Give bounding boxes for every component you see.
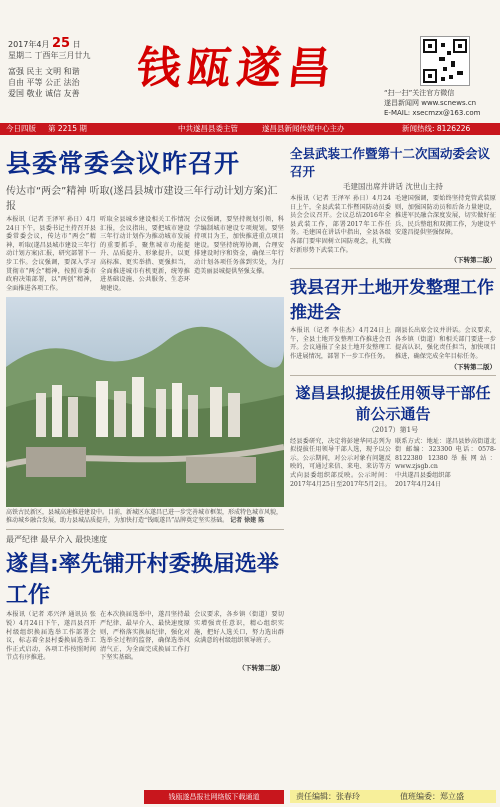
publisher: 中共遂昌县委主管 [178,124,238,133]
notice-contact: 联系方式：地址：遂昌县妙高街道北街 邮编：323300 电话：0578-8122380 12380举报网站：www.zjsgb.cn [395,437,496,471]
divider [290,268,496,269]
slogan-line: 自由 平等 公正 法治 [8,78,80,87]
election-headline: 遂昌:率先铺开村委换届选举工作 [6,552,279,609]
caption-text: 高铁古民新区，县城高速推进建设中。目前，新城区东遂昌已进一步完善城市框架，形成特色城市风貌，推动城乡融合发展，助力县城品质提升，为加快打造“钱瓯遂昌”品牌奠定坚实基础。 [6,509,283,525]
issue-number: 第 2215 期 [48,124,87,133]
lead-text: 听取全县城乡建设相关工作情况汇报，会议指出，要把城市建设三年行动计划作为推动城市发展的重要抓手，聚焦城市功能提升、品质提升、形象提升，以更高标准、更实举措、更强担当，全面推进城市有机更新，统筹推进基础设施、公共服务、生态环境建设。 [100,216,190,292]
slogan-line: 爱国 敬业 诚信 友善 [8,89,80,98]
divider [6,529,284,530]
notice-date: 2017年4月24日 [395,480,442,488]
day: 25 [52,36,71,51]
header-contact [384,88,496,118]
core-values [8,66,94,99]
continued-note: （下转第二版） [450,362,496,371]
date-block [8,38,91,61]
qr-code-icon [420,36,470,86]
header [0,0,500,128]
lead-text: 本报讯（记者 王泽军 孙日）4月24日下午，县委书记主持召开县委常委会议，传达市“两会”精神，听取(遂昌县城市建设三年行动计划方案)汇报，研究部署下一步工作。会议强调，要深入学习贯彻市“两会”精神，按照市委市政府决策部署，以“两创”精神，全面推进各项工作。 [6,216,96,292]
land-headline: 我县召开土地开发整理工作推进会 [290,278,494,324]
duty-editor: 值班编委：郑立盛 [400,792,464,801]
site-link[interactable]: 遂昌新闻网 www.scnews.cn [384,99,477,107]
email: E-MAIL: xsecmzx@163.com [384,109,481,117]
masthead-logo: 钱瓯遂昌 [134,43,340,94]
qr-caption: “扫一扫”关注官方微信 [384,89,455,97]
land-body [290,327,496,361]
day-suffix: 日 [72,40,81,49]
notice-number: （2017）第1号 [367,425,419,434]
continued-note: （下转第二版） [450,256,496,265]
notice-headline: 遂昌县拟提拔任用领导干部任前公示通告 [295,383,491,423]
left-column [6,140,284,672]
election-text: 本报讯（记者 邓兴泽 通讯员 张锐）4月24日下午，遂昌县召开村级组织换届选举工作部署会议，标志着全县村委换届选举工作正式启动，各项工作按照时间节点有序推进。 [6,611,96,662]
photo-caption [6,509,284,525]
producer: 遂昌县新闻传媒中心主办 [262,124,345,133]
notice-text [395,438,496,490]
lead-subheadline: 传达市“两会”精神 听取(遂昌县城市建设三年行动计划方案)汇报 [6,186,278,212]
land-text: 副县长出席会议并讲话。会议要求，各乡镇（街道）和相关部门要进一步提高认识，强化责任担当，加快项目推进，确保完成全年目标任务。 [395,327,496,360]
weekday: 星期二 丁酉年三月廿九 [8,51,91,60]
slogan-line: 富强 民主 文明 和谐 [8,67,80,76]
download-banner[interactable]: 钱瓯遂昌报社网络版下载通道 [144,790,284,804]
city-aerial-photo [6,297,284,507]
hotline: 新闻热线: 8126226 [402,124,471,133]
election-body [6,611,284,663]
right-column [290,140,496,489]
election-text: 会议要求，各乡镇（街道）要切实增强责任意识，精心组织实施，把好人选关口，努力选出群众满意的村级组织领导班子。 [194,611,284,645]
date: 2017年4月 [8,40,50,49]
armed-forces-subheadline: 毛建国出席并讲话 沈世山主持 [343,182,443,191]
notice-signature: 中共遂昌县委组织部 [395,471,451,479]
edition-count: 今日四版 [6,124,36,133]
divider [290,375,496,376]
election-kicker: 最严纪律 最早介入 最快速度 [6,535,108,545]
lead-body [6,216,284,293]
notice-text: 经县委研究，决定将彭建华同志列为拟提拔任用领导干部人选，现予以公示。公示期间，对公示对象有问题反映的，可通过来信、来电、来访等方式向县委组织部反映。公示时间：2017年4月25日至2017年5月2日。 [290,437,391,488]
election-text: 在本次换届选举中，遂昌坚持最严纪律、最早介入、最快速度原则，严格落实换届纪律，强化对选举全过程的监督，确保选举风清气正，为全面完成换届工作打下坚实基础。 [100,611,190,662]
lead-headline: 县委常委会议昨召开 [6,149,241,178]
photo-credit: 记者 徐建 陈 [230,517,265,525]
armed-forces-body [290,195,496,255]
responsible-editor: 责任编辑：张春玲 [296,792,360,801]
land-text: 本报讯（记者 李佳杰）4月24日上午，全县土地开发整理工作推进会召开。会议通报了全县土地开发整理工作进展情况，部署下一步工作任务。 [290,327,391,360]
armed-forces-text: 本报讯（记者 王泽军 孙日）4月24日上午，全县武装工作暨国防动员委员会会议召开。会议总结2016年全县武装工作，部署2017年工作任务。毛建国在讲话中指出，全县各级各部门要牢固树立国防观念，扎实做好新形势下武装工作。 [290,195,391,254]
armed-forces-headline: 全县武装工作暨第十二次国动委会议召开 [290,146,491,179]
footer-band [290,790,496,803]
lead-text: 会议强调，要坚持规划引领，科学编制城市建设专项规划。要坚持项目为王，加快推进重点项目建设。要坚持统筹协调，合理安排建设时序和资金，确保三年行动计划各项任务落到实处，为打造美丽县城提供坚强支撑。 [194,216,284,275]
continued-note: （下转第二版） [238,663,284,672]
notice-body [290,438,496,490]
edition-bar [0,123,500,135]
armed-forces-text: 毛建国强调，要始终坚持党管武装原则，加强国防动员和后备力量建设，推进军民融合深度发展，切实做好征兵、民兵整组和双拥工作，为建设平安遂昌提供坚强保障。 [395,195,496,237]
